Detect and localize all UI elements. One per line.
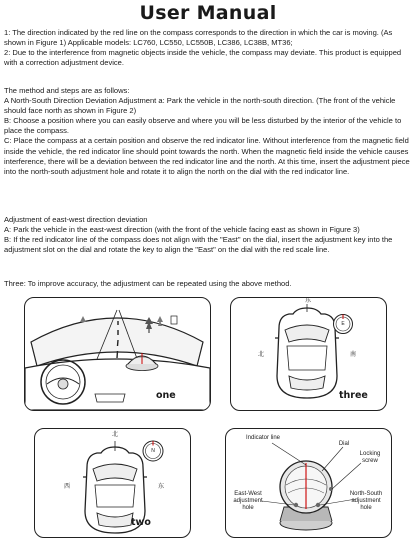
method-step-c: C: Place the compass at a certain position and observe the red indicator line. Without interference from the magnetic field inside the vehicle, the red indicator line should point towards the north. When the magnetic field inside the vehicle causes interference, there will be a deviation between the red indicator line and the north. At this time, insert the adjustment piece into the north-south adjustment hole and rotate it to align the north on the dial with the red indicator line. [4,136,410,176]
east-west-heading: Adjustment of east-west direction deviation [4,215,148,224]
method-step-a: A North-South Direction Deviation Adjustment a: Park the vehicle in the north-south direction. (The front of the vehicle should face north as shown in Figure 2) [4,96,396,116]
label-locking-screw: Locking screw [359,451,381,464]
repeat-note [4,279,412,289]
north-south-method-section [4,86,412,177]
compass-detail-illustration [226,429,391,537]
east-west-step-b: B: If the red indicator line of the compass does not align with the "East" on the dial, insert the adjustment key into the adjustment slot on the dial and rotate the key to align the "East" on the dial with the red scale line. [4,235,393,255]
intro-item-1: 1: The direction indicated by the red line on the compass corresponds to the direction in which the car is moving. (As shown in Figure 1) Applicable models: LC760, LC550, LC550B, LC386, LC38B, MT36; [4,28,393,48]
label-dial: Dial [338,441,350,447]
figure-three-label-east: 东 [304,298,311,304]
figure-three-label-south: 南 [349,352,356,358]
figure-two-label-east: 东 [157,484,164,490]
figure-three-east [230,297,387,411]
figure-three-dial-letter: E [341,321,345,327]
intro-section [4,28,412,68]
figure-compass-detail [225,428,392,538]
dashboard-illustration [25,298,210,410]
figure-three-caption: three [339,390,368,401]
figure-two-label-north: 北 [111,432,118,438]
page-title: User Manual [139,2,277,24]
method-step-b: B: Choose a position where you can easily observe and where you will be less disturbed by the interior of the vehicle to place the compass. [4,116,402,136]
east-west-section [4,215,412,255]
figure-two-label-west: 西 [63,484,70,490]
figure-two-north [34,428,191,538]
repeat-note-text: Three: To improve accuracy, the adjustment can be repeated using the above method. [4,279,292,288]
intro-item-2: 2: Due to the interference from magnetic objects inside the vehicle, the compass may deviate. This product is equipped with a correction adjustment device. [4,48,402,68]
label-indicator-line: Indicator line [245,435,281,441]
east-west-step-a: A: Park the vehicle in the east-west direction (with the front of the vehicle facing east as shown in Figure 3) [4,225,360,235]
method-heading: The method and steps are as follows: [4,86,130,95]
label-north-south-hole: North-South adjustment hole [349,491,383,511]
figure-two-caption: two [131,517,151,528]
figure-two-dial-letter: N [151,448,155,454]
car-north-illustration [35,429,190,537]
figure-one-caption: one [156,390,176,401]
figure-three-label-north: 北 [257,352,264,358]
label-east-west-hole: East-West adjustment hole [233,491,263,511]
figure-one-dashboard [24,297,211,411]
